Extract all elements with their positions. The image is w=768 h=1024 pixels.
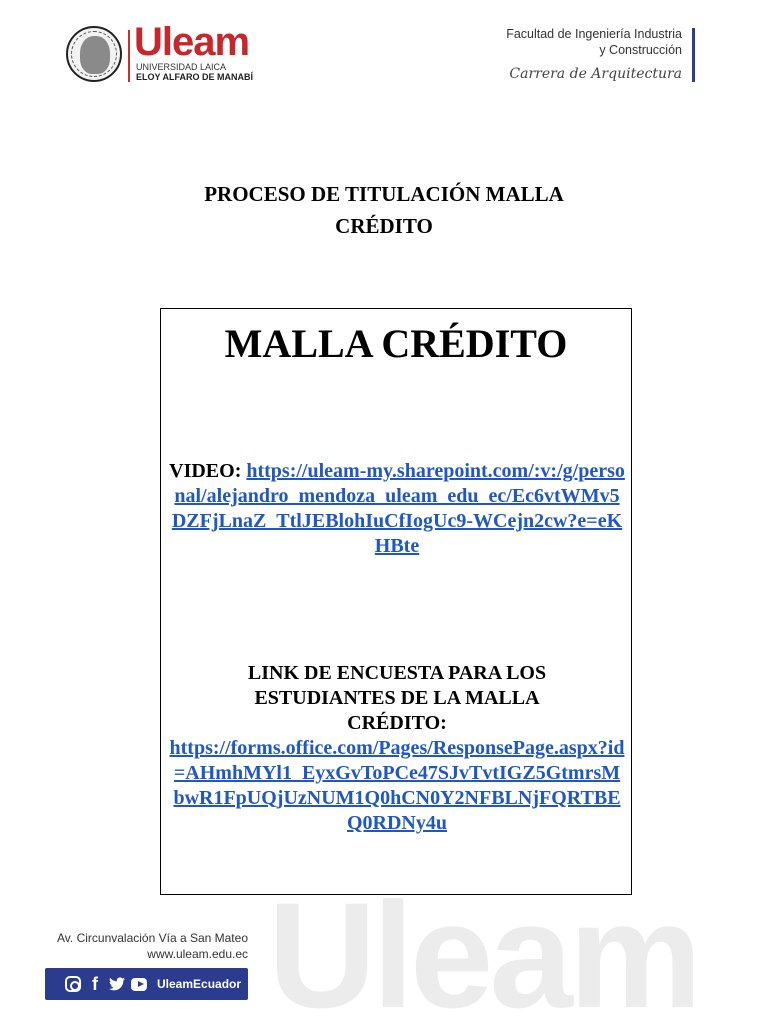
logo-subtitle-2: ELOY ALFARO DE MANABÍ <box>136 72 254 82</box>
faculty-name <box>506 26 682 58</box>
document-title <box>0 178 768 242</box>
survey-label-line-2: ESTUDIANTES DE LA MALLA <box>254 687 540 709</box>
university-seal-icon <box>66 26 122 82</box>
survey-label-line-3: CRÉDITO: <box>347 712 447 734</box>
video-section <box>169 459 625 559</box>
video-link[interactable]: https://uleam-my.sharepoint.com/:v:/g/personal/alejandro_mendoza_uleam_edu_ec/Ec6vtWMv5DZFjLnaZ_TtlJEBlohIuCfIogUc9-WCejn2cw?e=eKHBte <box>171 460 625 557</box>
survey-link[interactable]: https://forms.office.com/Pages/ResponsePage.aspx?id=AHmhMYl1_EyxGvToPCe47SJvTvtIGZ5GtmrsMbwR1FpUQjUzNUM1Q0hCN0Y2NFBLNjFQRTBEQ0RDNy4u <box>169 737 625 834</box>
twitter-icon[interactable] <box>109 976 125 992</box>
social-bar <box>45 968 248 1000</box>
social-handle[interactable]: UleamEcuador <box>157 977 242 991</box>
logo-wordmark: Uleam <box>134 20 250 64</box>
box-heading: MALLA CRÉDITO <box>224 321 568 366</box>
instagram-icon[interactable] <box>65 976 81 992</box>
facebook-icon[interactable]: f <box>92 973 98 994</box>
faculty-line-1: Facultad de Ingeniería Industria <box>506 27 682 41</box>
video-label: VIDEO: <box>169 460 247 482</box>
youtube-icon[interactable] <box>131 976 147 992</box>
content-box <box>160 308 632 895</box>
title-line-1: PROCESO DE TITULACIÓN MALLA <box>204 182 564 206</box>
website-line: www.uleam.edu.ec <box>147 947 248 961</box>
survey-label-line-1: LINK DE ENCUESTA PARA LOS <box>247 662 547 684</box>
logo-divider <box>128 30 130 82</box>
title-line-2: CRÉDITO <box>335 214 433 238</box>
page-header <box>0 0 768 110</box>
uleam-watermark: Uleam <box>268 871 699 1024</box>
faculty-line-2: y Construcción <box>599 43 682 57</box>
faculty-accent-bar <box>692 28 695 82</box>
survey-section <box>169 661 625 836</box>
logo-subtitle-1: UNIVERSIDAD LAICA <box>136 62 227 72</box>
footer-address <box>30 930 248 962</box>
career-name: Carrera de Arquitectura <box>509 66 682 82</box>
address-line: Av. Circunvalación Vía a San Mateo <box>57 931 248 945</box>
